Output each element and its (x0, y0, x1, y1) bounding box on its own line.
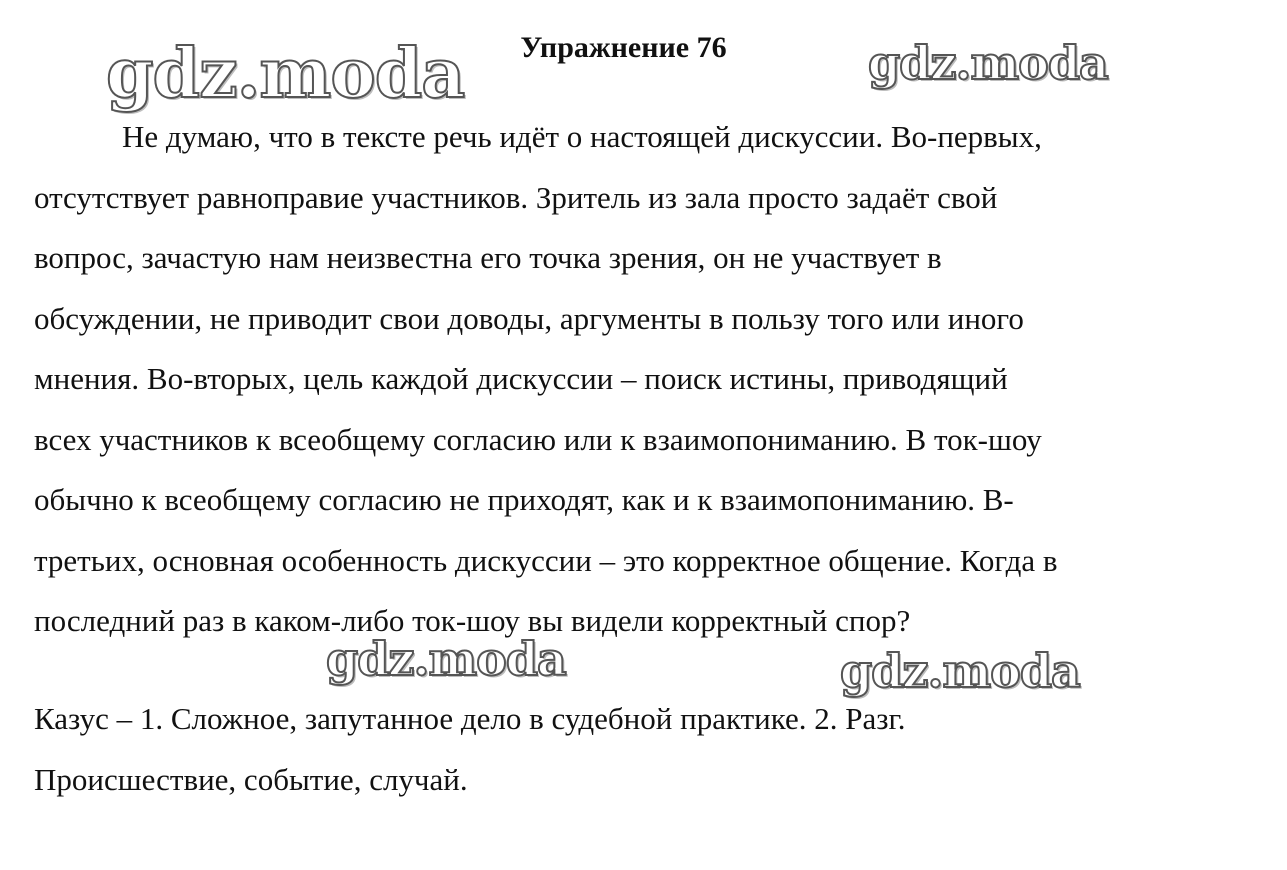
text-line: всех участников к всеобщему согласию или к взаимопониманию. В ток-шоу (34, 421, 1042, 457)
text-line: последний раз в каком-либо ток-шоу вы видели корректный спор? (34, 603, 911, 638)
definition-paragraph (34, 689, 1234, 810)
text-line: отсутствует равноправие участников. Зритель из зала просто задаёт свой (34, 179, 998, 215)
text-line: обычно к всеобщему согласию не приходят, как и к взаимопониманию. В- (34, 482, 1014, 517)
text-line: Казус – 1. Сложное, запутанное дело в судебной практике. 2. Разг. (34, 701, 906, 736)
watermark-logo: gdz.moda (326, 632, 566, 686)
text-line: мнения. Во-вторых, цель каждой дискуссии – поиск истины, приводящий (34, 361, 1008, 396)
text-line: Происшествие, событие, случай. (34, 761, 468, 797)
exercise-title: Упражнение 76 (520, 31, 727, 64)
answer-paragraph (34, 107, 1234, 652)
text-line: вопрос, зачастую нам неизвестна его точка зрения, он не участвует в (34, 240, 942, 275)
text-line: обсуждении, не приводит свои доводы, аргументы в пользу того или иного (34, 300, 1024, 336)
watermark-logo: gdz.moda (106, 34, 465, 114)
text-line: Не думаю, что в тексте речь идёт о настоящей дискуссии. Во-первых, (122, 119, 1042, 154)
watermark-logo: gdz.moda (840, 644, 1080, 698)
watermark-logo: gdz.moda (868, 36, 1108, 90)
text-line: третьих, основная особенность дискуссии – это корректное общение. Когда в (34, 542, 1058, 578)
answer-text (34, 107, 1234, 652)
definition-text (34, 689, 1234, 810)
